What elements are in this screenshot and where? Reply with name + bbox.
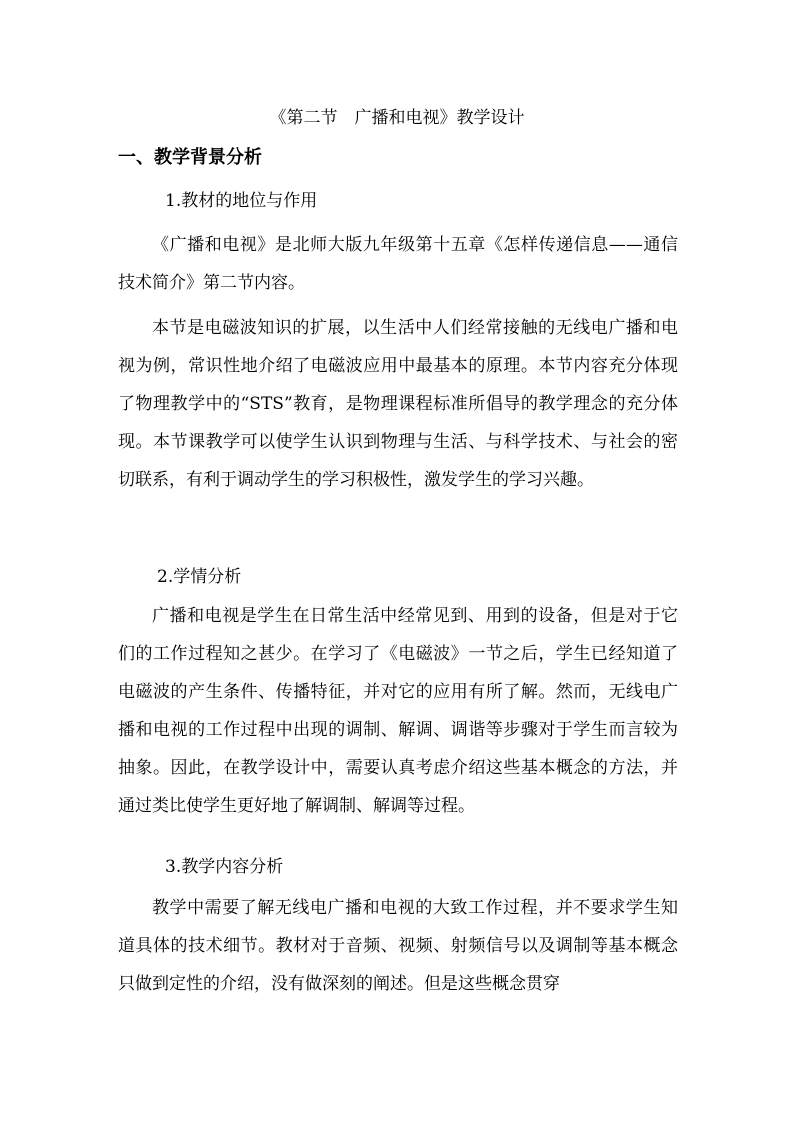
section-heading: 一、教学背景分析 <box>118 147 262 168</box>
document-title: 《第二节 广播和电视》教学设计 <box>269 108 525 128</box>
subsection-heading-3: 3.教学内容分析 <box>165 857 284 877</box>
paragraph-content-analysis: 教学中需要了解无线电广播和电视的大致工作过程，并不要求学生知道具体的技术细节。教材对于音频、视频、射频信号以及调制等基本概念只做到定性的介绍，没有做深刻的阐述。但是这些概念贯穿 <box>118 898 678 994</box>
paragraph-student-analysis: 广播和电视是学生在日常生活中经常见到、用到的设备，但是对于它们的工作过程知之甚少。在学习了《电磁波》一节之后，学生已经知道了电磁波的产生条件、传播特征，并对它的应用有所了解。然而，无线电广播和电视的工作过程中出现的调制、解调、调谐等步骤对于学生而言较为抽象。因此，在教学设计中，需要认真考虑介绍这些基本概念的方法，并通过类比使学生更好地了解调制、解调等过程。 <box>118 606 678 816</box>
paragraph-textbook-position: 《广播和电视》是北师大版九年级第十五章《怎样传递信息——通信技术简介》第二节内容。 <box>118 235 678 293</box>
subsection-heading-1: 1.教材的地位与作用 <box>165 191 318 211</box>
subsection-heading-2: 2.学情分析 <box>157 567 242 587</box>
paragraph-section-overview: 本节是电磁波知识的扩展，以生活中人们经常接触的无线电广播和电视为例，常识性地介绍了电磁波应用中最基本的原理。本节内容充分体现了物理教学中的“STS”教育，是物理课程标准所倡导的教学理念的充分体现。本节课教学可以使学生认识到物理与生活、与科学技术、与社会的密切联系，有利于调动学生的学习积极性，激发学生的学习兴趣。 <box>118 318 678 490</box>
